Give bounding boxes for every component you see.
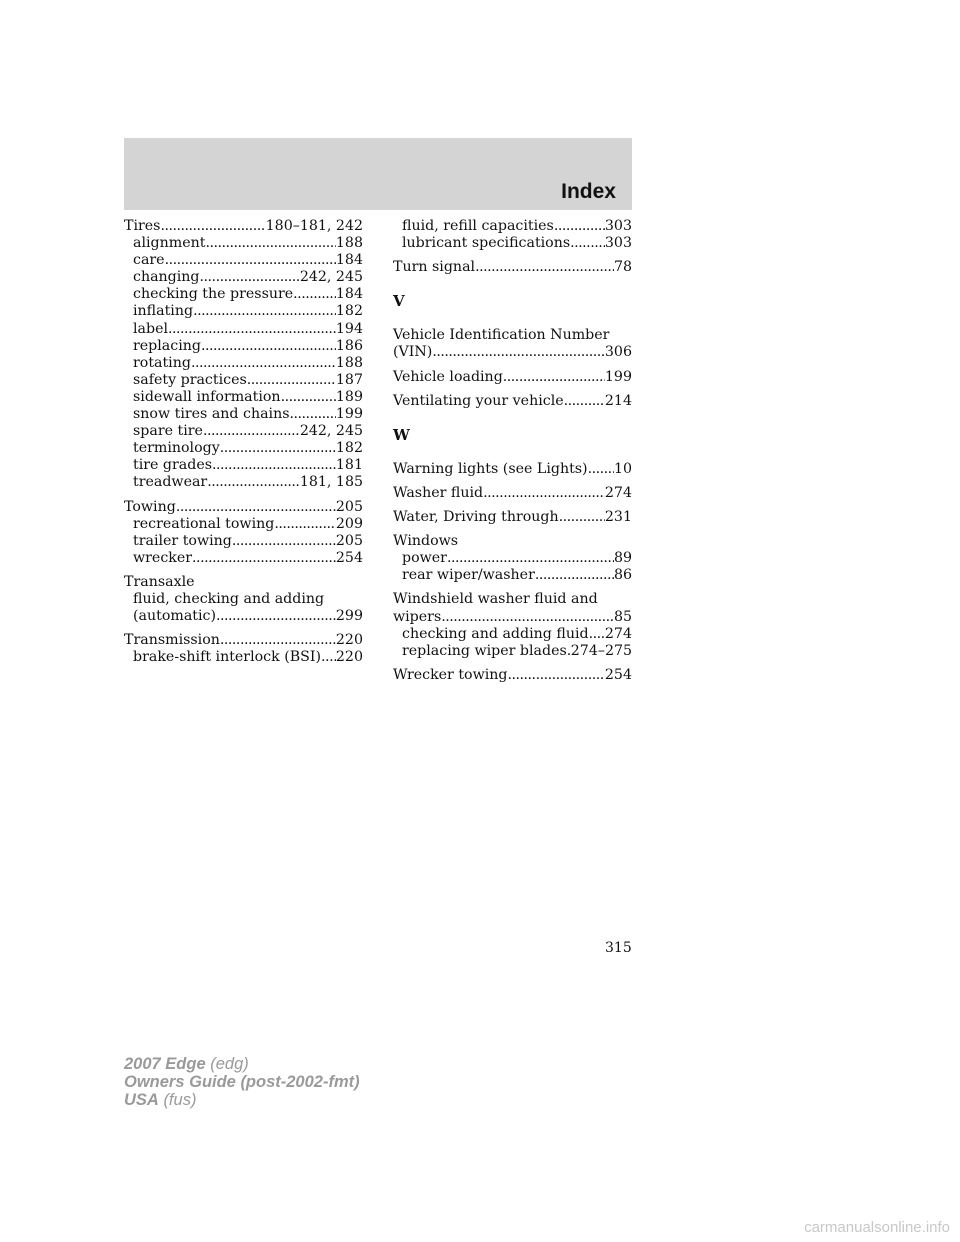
index-line: wipers ..... 85: [393, 609, 632, 626]
index-line: (VIN) ..... 306: [393, 344, 632, 361]
index-line: Windows: [393, 533, 459, 550]
index-subline: replacing ..... 186: [124, 338, 363, 355]
index-line: Towing ..... 205: [124, 499, 363, 516]
index-subline: sidewall information ..... 189: [124, 389, 363, 406]
footer-model: 2007 Edge: [124, 1055, 206, 1073]
index-subline: spare tire ..... 242, 245: [124, 423, 363, 440]
index-subline: tire grades ..... 181: [124, 457, 363, 474]
index-subline: care ..... 184: [124, 252, 363, 269]
page-number: 315: [605, 940, 632, 956]
index-subline: changing ..... 242, 245: [124, 269, 363, 286]
section-letter-v: V: [393, 292, 405, 311]
index-entry-washer-fluid: [393, 485, 632, 502]
index-subline: replacing wiper blades ..... 274–275: [393, 643, 632, 660]
footer-market-code: (fus): [163, 1091, 197, 1109]
index-line: Windshield washer fluid and: [393, 591, 598, 608]
index-subline: trailer towing ..... 205: [124, 533, 363, 550]
index-column-right: [393, 218, 632, 691]
header-band: [124, 138, 632, 210]
index-subline: power ..... 89: [393, 550, 632, 567]
index-line: Wrecker towing ..... 254: [393, 667, 632, 684]
index-subline: brake-shift interlock (BSI) ..... 220: [124, 649, 363, 666]
footer-market: USA: [124, 1091, 159, 1109]
footer-model-code: (edg): [210, 1055, 249, 1073]
footer-guide-type: Owners Guide (post-2002-fmt): [124, 1073, 360, 1091]
index-entry-transaxle: [124, 574, 363, 625]
section-letter-w: W: [393, 425, 410, 444]
index-entry-vehicle-loading: [393, 369, 632, 386]
index-line: Warning lights (see Lights) ..... 10: [393, 461, 632, 478]
index-entry-ventilating: [393, 393, 632, 410]
index-subline: rear wiper/washer ..... 86: [393, 567, 632, 584]
index-subline: recreational towing ..... 209: [124, 516, 363, 533]
index-subline: checking and adding fluid ..... 274: [393, 626, 632, 643]
index-line: Water, Driving through ..... 231: [393, 509, 632, 526]
index-subline: lubricant specifications ..... 303: [393, 235, 632, 252]
page-title: Index: [561, 180, 616, 203]
index-subline: rotating ..... 188: [124, 355, 363, 372]
index-entry-warning-lights: [393, 461, 632, 478]
index-subline: alignment ..... 188: [124, 235, 363, 252]
index-line: Vehicle loading ..... 199: [393, 369, 632, 386]
index-line: Tires ..... 180–181, 242: [124, 218, 363, 235]
watermark: carmanualsonline.info: [804, 1219, 950, 1236]
index-entry-vin: [393, 327, 632, 361]
footer-document-id: [124, 1055, 360, 1109]
index-column-left: [124, 218, 363, 673]
index-line: Turn signal ..... 78: [393, 259, 632, 276]
index-entry-windows: [393, 533, 632, 584]
index-entry-continued: [393, 218, 632, 252]
index-subline: treadwear ..... 181, 185: [124, 474, 363, 491]
index-entry-windshield: [393, 591, 632, 659]
index-entry-tires: [124, 218, 363, 492]
index-subline: label ..... 194: [124, 321, 363, 338]
index-subline: fluid, checking and adding: [133, 590, 325, 607]
index-subline: terminology ..... 182: [124, 440, 363, 457]
index-subline: (automatic) ..... 299: [124, 608, 363, 625]
index-entry-transmission: [124, 632, 363, 666]
index-entry-water-driving: [393, 509, 632, 526]
index-entry-towing: [124, 499, 363, 567]
index-subline: safety practices ..... 187: [124, 372, 363, 389]
index-subline: wrecker ..... 254: [124, 550, 363, 567]
index-line: Transmission ..... 220: [124, 632, 363, 649]
index-line: Ventilating your vehicle ..... 214: [393, 393, 632, 410]
index-line: Vehicle Identification Number: [393, 327, 610, 344]
index-line: Transaxle: [124, 573, 195, 590]
index-entry-wrecker-towing: [393, 667, 632, 684]
index-subline: inflating ..... 182: [124, 303, 363, 320]
index-subline: snow tires and chains ..... 199: [124, 406, 363, 423]
index-line: Washer fluid ..... 274: [393, 485, 632, 502]
index-subline: fluid, refill capacities ..... 303: [393, 218, 632, 235]
index-subline: checking the pressure ..... 184: [124, 286, 363, 303]
index-entry-turn-signal: [393, 259, 632, 276]
